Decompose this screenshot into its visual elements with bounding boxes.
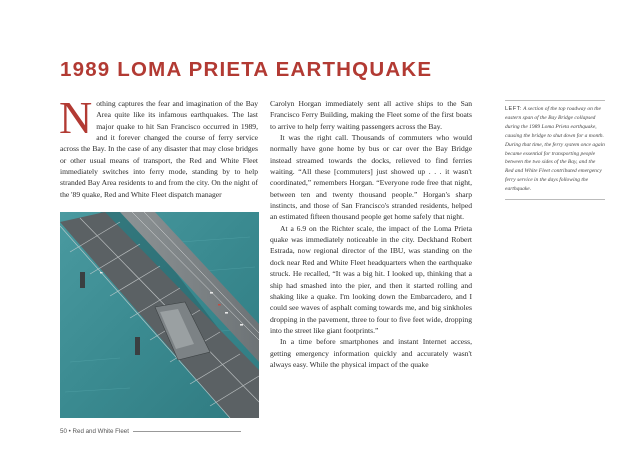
running-title: Red and White Fleet (72, 428, 129, 435)
caption-text: A section of the top roadway on the eastern span of the Bay Bridge collapsed during the 1989 Loma Prieta earthquake, causing the bridge to shut down for a month. During that time, the ferry system once again became essential for transporting people between the two sides of the Bay, and the Red and White Fleet contributed emergency ferry service in the days following the earthquake. (505, 106, 605, 193)
paragraph-2: It was the right call. Thousands of commuters who would normally have gone home by bus or car over the Bay Bridge instead streamed towards the docks, relieved to find ferries waiting. “All these [commuters] just showed up . . . it wasn't coordinated,” remembers Horgan. “Everyone rode free that night, between ten and twenty thousand people.” Horgan's sharp instincts, and those of San Francisco's stranded residents, helped an estimated fifteen thousand people get home safely that night. (270, 133, 472, 222)
caption-label: LEFT: (505, 106, 522, 112)
page-title: 1989 LOMA PRIETA EARTHQUAKE (60, 58, 433, 81)
paragraph-3: At a 6.9 on the Richter scale, the impact of the Loma Prieta quake was immediately noticeable in the city. Deckhand Robert Estrada, now regional director of the IBU, was standing on the dock near Red and White Fleet headquarters when the earthquake struck. He recalled, “It was a big hit. I looked up, thinking that a ship had smashed into the pier, and then it started rolling and shaking like a quake. I'm looking down the Embarcadero, and I could see waves of asphalt coming towards me, and big sinkholes dropping in the pavement, three to four to five feet wide, dropping into the street like giant footprints.” (270, 223, 472, 335)
footer-rule (133, 431, 241, 432)
page-number: 50 (60, 428, 67, 435)
drop-cap: N (59, 92, 93, 143)
paragraph-1: Carolyn Horgan immediately sent all active ships to the San Francisco Ferry Building, making the Fleet some of the first boats to arrive to help ferry waiting passengers across the Bay. (270, 99, 472, 131)
intro-paragraph: othing captures the fear and imagination of the Bay Area quite like its infamous earthquakes. The last major quake to hit San Francisco occurred in 1989, and it forever changed the course of ferry service across the Bay. In the case of any disaster that may close bridges or other usual means of transport, the Red and White Fleet immediately switches into ferry mode, standing by to help stranded Bay Area residents to and from the city. On the night of the '89 quake, Red and White Fleet dispatch manager (60, 99, 258, 199)
left-column (59, 92, 258, 200)
middle-column (270, 98, 472, 370)
footer-separator: • (68, 428, 71, 435)
paragraph-4: In a time before smartphones and instant Internet access, getting emergency information quickly and accurately wasn't always easy. While the physical impact of the quake (270, 337, 472, 369)
photo-caption (505, 100, 605, 200)
bay-bridge-collapse-photo (60, 212, 259, 418)
bridge-photo-illustration (60, 212, 259, 418)
page-footer (60, 428, 241, 435)
